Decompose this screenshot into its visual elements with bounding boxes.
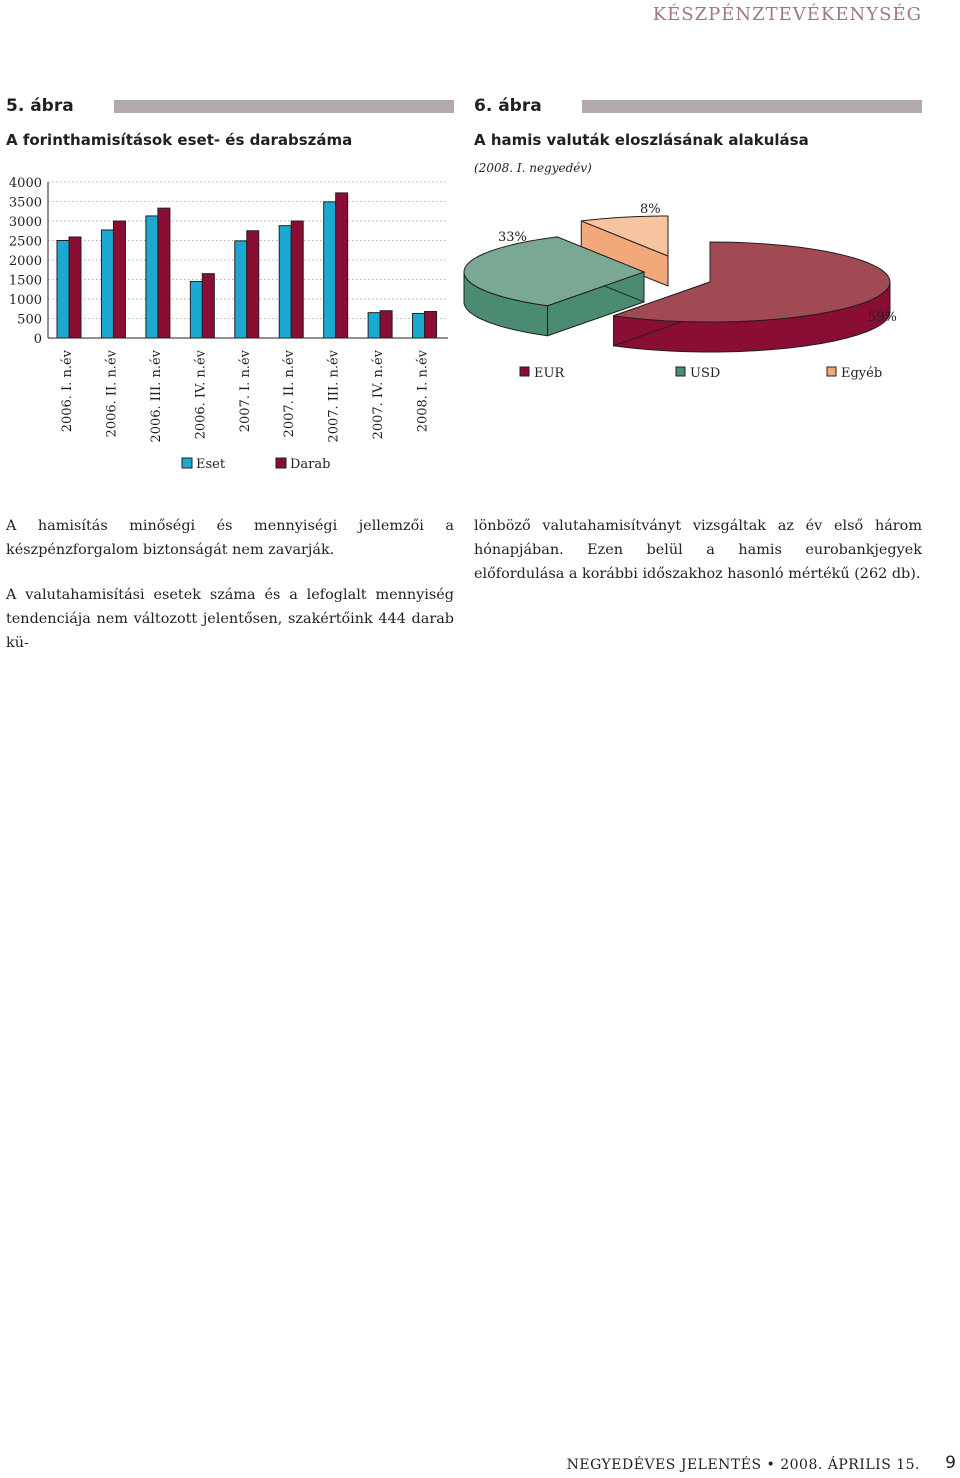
figure5-number: 5. ábra bbox=[6, 96, 74, 116]
section-title: KÉSZPÉNZTEVÉKENYSÉG bbox=[652, 4, 922, 25]
bar-eset bbox=[324, 202, 336, 338]
x-tick-label: 2006. I. n.év bbox=[60, 350, 75, 433]
legend-label-darab: Darab bbox=[290, 457, 331, 472]
x-tick-label: 2006. II. n.év bbox=[104, 350, 120, 438]
y-tick-label: 3000 bbox=[8, 215, 42, 230]
figure5-title: A forinthamisítások eset- és darabszáma bbox=[6, 131, 353, 149]
bar-eset bbox=[368, 313, 380, 338]
footer-text: NEGYEDÉVES JELENTÉS • 2008. ÁPRILIS 15. bbox=[566, 1457, 920, 1473]
legend-swatch-egyéb bbox=[827, 367, 836, 376]
legend-swatch-darab bbox=[276, 458, 286, 468]
bar-eset bbox=[101, 230, 113, 338]
x-tick-label: 2008. I. n.év bbox=[415, 350, 431, 433]
bar-darab bbox=[291, 221, 303, 338]
legend-label-eur: EUR bbox=[534, 366, 565, 381]
bar-eset bbox=[57, 241, 69, 339]
legend-swatch-usd bbox=[676, 367, 685, 376]
bar-eset bbox=[279, 226, 291, 338]
x-tick-label: 2007. IV. n.év bbox=[371, 350, 387, 440]
x-tick-label: 2006. III. n.év bbox=[148, 350, 164, 443]
bar-eset bbox=[235, 241, 247, 338]
page-number: 9 bbox=[945, 1453, 956, 1473]
legend-label-eset: Eset bbox=[196, 457, 226, 472]
bar-darab bbox=[202, 274, 214, 338]
figure5-header-bar bbox=[114, 100, 454, 113]
bar-darab bbox=[336, 193, 348, 338]
bar-chart bbox=[0, 175, 460, 475]
pie-label-egyéb: 8% bbox=[640, 202, 661, 217]
bar-darab bbox=[425, 311, 437, 338]
y-tick-label: 2000 bbox=[8, 254, 42, 269]
x-tick-label: 2007. III. n.év bbox=[326, 350, 342, 443]
bar-eset bbox=[413, 313, 425, 338]
figure6-subtitle: (2008. I. negyedév) bbox=[474, 161, 592, 175]
bar-darab bbox=[158, 208, 170, 338]
figure6-number: 6. ábra bbox=[474, 96, 542, 116]
pie-label-eur: 59% bbox=[868, 310, 897, 325]
body-paragraph: lönböző valutahamisítványt vizsgáltak az év első három hónapjában. Ezen belül a hamis eurobankjegyek előfordulása a korábbi időszakhoz hasonló mértékű (262 db). bbox=[474, 518, 922, 582]
x-tick-label: 2007. II. n.év bbox=[282, 350, 298, 438]
bar-darab bbox=[247, 231, 259, 338]
y-tick-label: 4000 bbox=[8, 176, 42, 191]
body-column-right bbox=[474, 514, 922, 607]
y-tick-label: 1000 bbox=[8, 293, 42, 308]
legend-label-egyéb: Egyéb bbox=[841, 366, 883, 381]
bar-eset bbox=[190, 281, 202, 338]
legend-swatch-eur bbox=[520, 367, 529, 376]
figure6-header-bar bbox=[582, 100, 922, 113]
bar-eset bbox=[146, 216, 158, 338]
legend-swatch-eset bbox=[182, 458, 192, 468]
y-tick-label: 500 bbox=[17, 312, 42, 328]
bar-darab bbox=[113, 221, 125, 338]
y-tick-label: 1500 bbox=[8, 273, 42, 289]
bar-darab bbox=[69, 237, 81, 338]
body-paragraph: A valutahamisítási esetek száma és a lefoglalt mennyiség tendenciája nem változott jelentősen, szakértőink 444 darab kü- bbox=[6, 587, 454, 651]
legend-label-usd: USD bbox=[690, 366, 721, 381]
y-tick-label: 0 bbox=[33, 332, 42, 347]
body-column-left bbox=[6, 514, 454, 676]
y-tick-label: 2500 bbox=[8, 234, 42, 250]
body-paragraph: A hamisítás minőségi és mennyiségi jellemzői a készpénzforgalom biztonságát nem zavarják. bbox=[6, 518, 454, 558]
figure6-title: A hamis valuták eloszlásának alakulása bbox=[474, 131, 809, 149]
bar-darab bbox=[380, 311, 392, 338]
x-tick-label: 2007. I. n.év bbox=[237, 350, 253, 433]
pie-label-usd: 33% bbox=[498, 230, 527, 245]
x-tick-label: 2006. IV. n.év bbox=[193, 350, 209, 440]
pie-chart bbox=[474, 180, 944, 400]
y-tick-label: 3500 bbox=[8, 195, 42, 211]
